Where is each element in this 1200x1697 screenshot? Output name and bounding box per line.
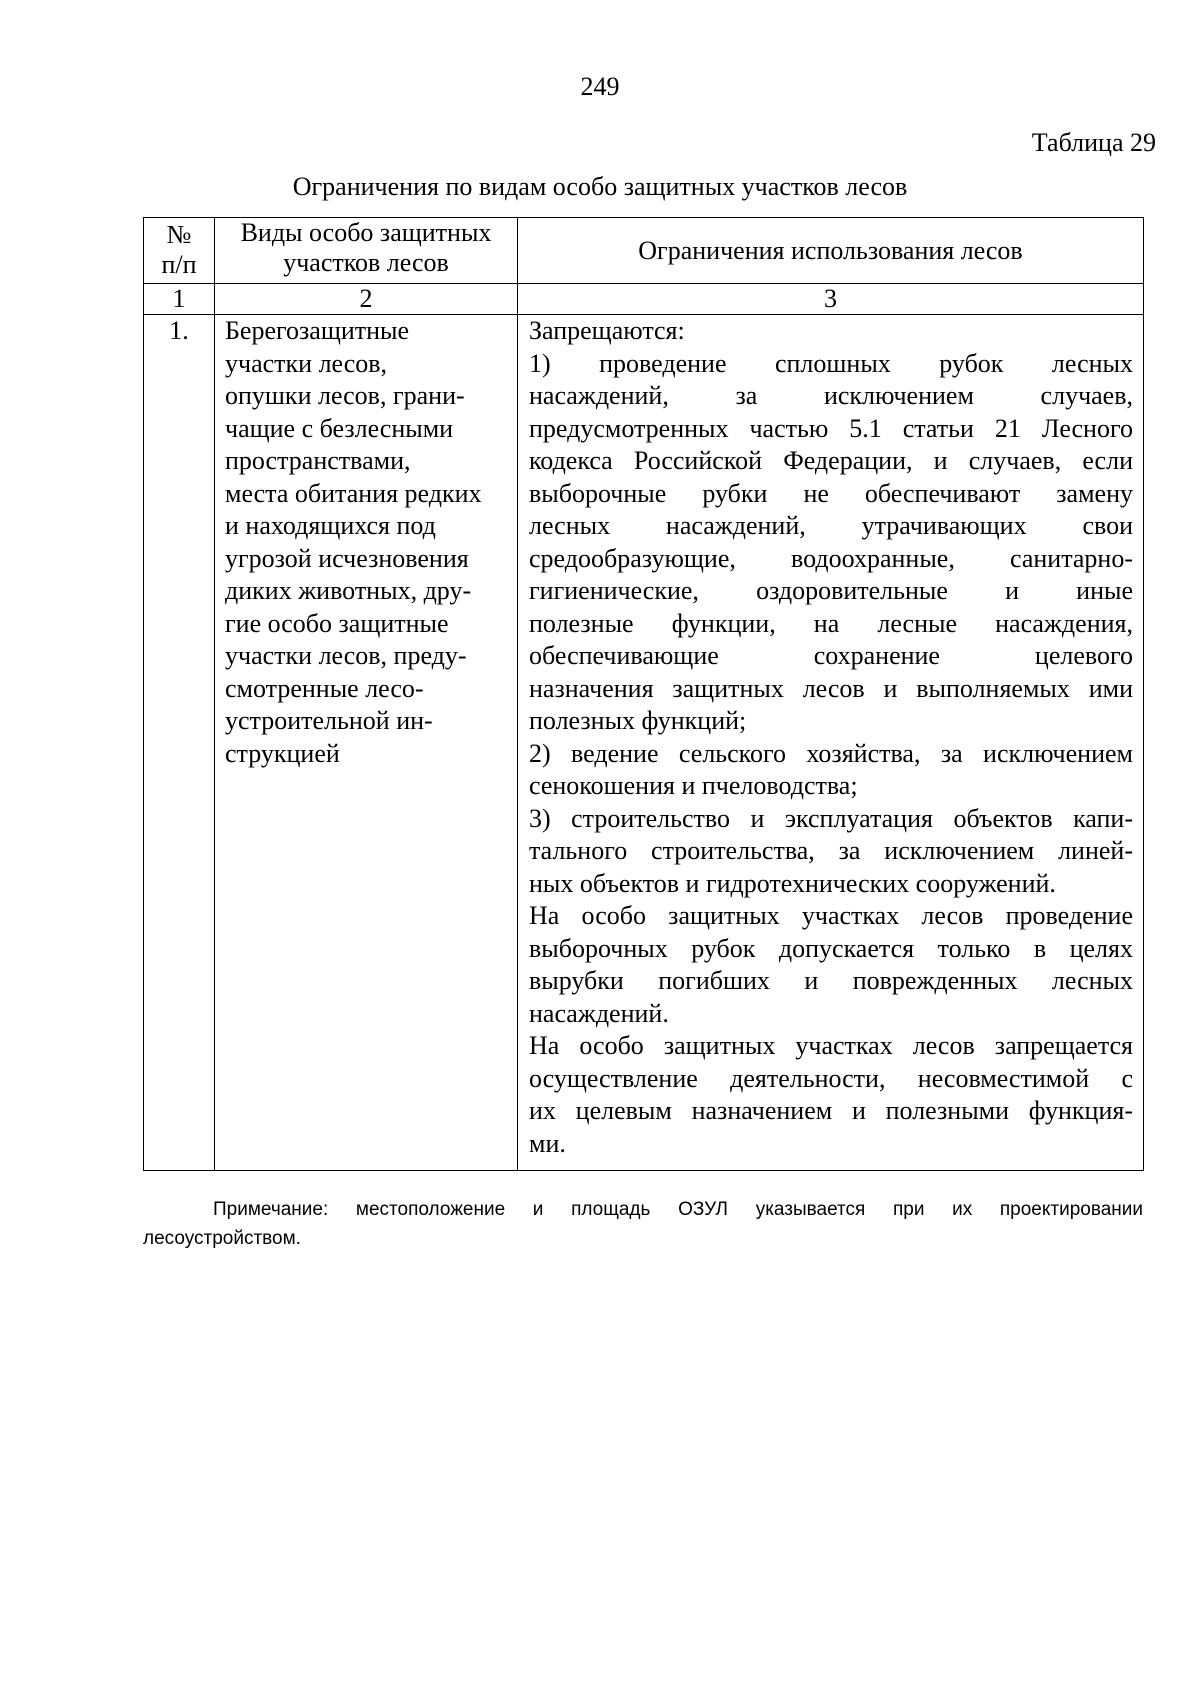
restriction-line: На особо защитных участках лесов запрещается (529, 1031, 1133, 1060)
restrictions-table (143, 217, 1144, 1171)
kind-line: гие особо защитные (225, 608, 449, 638)
restriction-line: ми. (529, 1128, 566, 1158)
table-row (144, 315, 1144, 1171)
kind-line: струкцией (225, 738, 340, 768)
table-header-row (144, 218, 1144, 284)
restriction-line: 3) строительство и эксплуатация объектов капи- (529, 803, 1133, 833)
table-label: Таблица 29 (1031, 128, 1156, 157)
kind-line: чащие с безлесными (225, 413, 454, 443)
header-kind-line1: Виды особо защитных (240, 218, 492, 247)
restriction-line: Запрещаются: (529, 316, 685, 345)
restriction-line: ных объектов и гидротехнических сооружений. (529, 868, 1056, 898)
restriction-line: средообразующие, водоохранные, санитарно- (529, 543, 1133, 573)
kind-line: участки лесов, (225, 348, 388, 378)
kind-line: и находящихся под (225, 511, 436, 540)
kind-line: пространствами, (225, 446, 411, 475)
restriction-line: лесных насаждений, утрачивающих свои (529, 511, 1133, 540)
restriction-line: насаждений. (529, 998, 669, 1028)
header-kind (215, 218, 518, 284)
table-note (143, 1195, 1143, 1253)
kind-line: участки лесов, преду- (225, 641, 467, 670)
header-number-line2: п/п (161, 250, 197, 279)
table-title: Ограничения по видам особо защитных участков лесов (292, 172, 908, 201)
restriction-line: обеспечивающие сохранение целевого (529, 641, 1133, 670)
restriction-line: осуществление деятельности, несовместимой с (529, 1063, 1133, 1093)
kind-line: устроительной ин- (225, 706, 433, 735)
restriction-line: тального строительства, за исключением линей- (529, 836, 1133, 865)
column-number-1: 1 (144, 284, 215, 315)
restriction-line: полезные функции, на лесные насаждения, (529, 608, 1133, 638)
restriction-line: На особо защитных участках лесов проведение (529, 901, 1133, 930)
kind-line: места обитания редких (225, 478, 482, 508)
restriction-line: сенокошения и пчеловодства; (529, 771, 858, 800)
header-number (144, 218, 215, 284)
kind-line: угрозой исчезновения (225, 543, 469, 573)
restriction-line: выборочных рубок допускается только в целях (529, 933, 1133, 963)
header-number-line1: № (166, 220, 192, 249)
kind-line: диких животных, дру- (225, 576, 472, 605)
note-line-2: лесоустройством. (143, 1228, 301, 1249)
row-kind (215, 315, 518, 1171)
row-restrictions (518, 315, 1144, 1171)
restriction-line: их целевым назначением и полезными функция- (529, 1096, 1133, 1125)
column-number-3: 3 (518, 284, 1144, 315)
header-restrictions: Ограничения использования лесов (518, 218, 1144, 284)
restriction-line: кодекса Российской Федерации, и случаев, если (529, 446, 1133, 475)
restriction-line: вырубки погибших и поврежденных лесных (529, 966, 1133, 995)
restriction-line: полезных функций; (529, 706, 747, 735)
kind-line: опушки лесов, грани- (225, 381, 465, 410)
restriction-line: гигиенические, оздоровительные и иные (529, 576, 1133, 605)
note-line-1: Примечание: местоположение и площадь ОЗУЛ указывается при их проектировании (213, 1199, 1143, 1220)
header-kind-line2: участков лесов (283, 248, 449, 277)
kind-line: Берегозащитные (225, 316, 410, 345)
column-number-row (144, 284, 1144, 315)
restriction-line: 1) проведение сплошных рубок лесных (529, 348, 1133, 378)
restriction-line: насаждений, за исключением случаев, (529, 381, 1133, 410)
row-number: 1. (144, 315, 215, 1171)
restriction-line: 2) ведение сельского хозяйства, за исключением (529, 738, 1133, 768)
restriction-line: предусмотренных частью 5.1 статьи 21 Лесного (529, 413, 1133, 443)
kind-line: смотренные лесо- (225, 673, 424, 703)
restriction-line: выборочные рубки не обеспечивают замену (529, 478, 1133, 508)
restriction-line: назначения защитных лесов и выполняемых ими (529, 673, 1133, 703)
page-number: 249 (580, 72, 620, 101)
column-number-2: 2 (215, 284, 518, 315)
